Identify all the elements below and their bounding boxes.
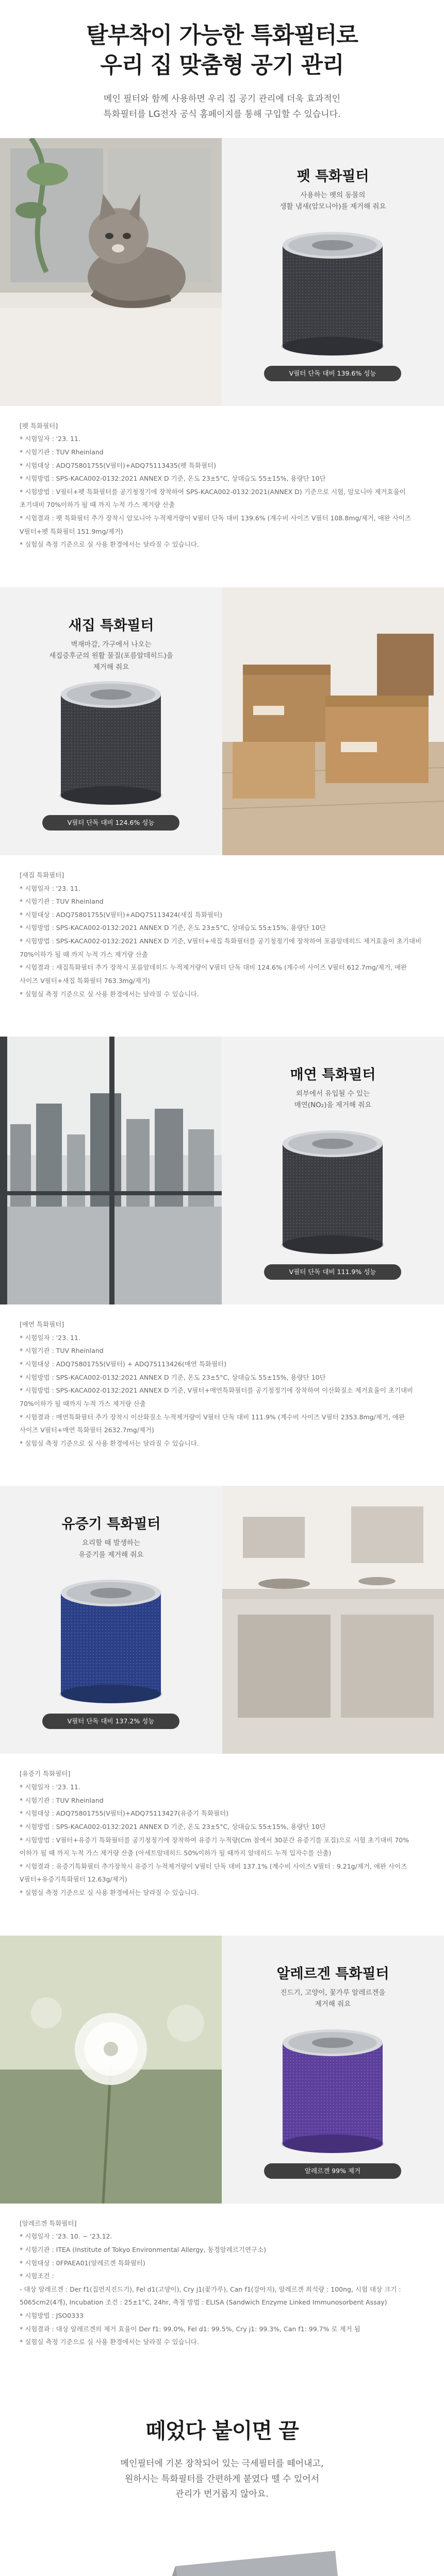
dandelion-photo bbox=[0, 1936, 222, 2204]
note-line: [매연 특화필터] bbox=[20, 1320, 64, 1329]
note-line: * 시험대상 : ADQ75801755(V필터)+ADQ75113427(유증기 특화필터) bbox=[20, 1809, 229, 1818]
note-line: * 시험대상 : ADQ75801755(V필터) + ADQ75113426(매연 특화필터) bbox=[20, 1360, 227, 1368]
smoke-filter-info bbox=[222, 1037, 444, 1304]
pet-filter-performance-badge: V필터 단독 대비 139.6% 성능 bbox=[264, 366, 401, 381]
new-house-filter-section bbox=[0, 587, 444, 855]
note-line: * 실험실 측정 기준으로 실 사용 환경에서는 달라질 수 있습니다. bbox=[20, 1439, 199, 1447]
note-line: * 시험방법 : SPS-KACA002-0132:2021 ANNEX D 기준, V필터+새집 특화필터를 공기청정기에 장착하여 포름알데히드 제거효율이 초기대비 70%이하가 될 때 까지 누적 가스 제거량 산출 bbox=[20, 937, 422, 958]
allergen-filter-notes bbox=[0, 2204, 444, 2385]
new-house-filter-info bbox=[0, 587, 222, 855]
note-line: * 시험방법 : SPS-KACA002-0132:2021 ANNEX D 기준, 온도 23±5°C, 상대습도 55±15%, 용량단 10단 bbox=[20, 1373, 326, 1381]
note-line: * 시험대상 : ADQ75801755(V필터)+ADQ75113424(새집 특화필터) bbox=[20, 910, 223, 919]
attach-detach-section bbox=[0, 2385, 444, 2576]
note-line: * 시험방법 : SPS-KACA002-0132:2021 ANNEX D 기준, 온도 23±5°C, 상대습도 55±15%, 용량단 10단 bbox=[20, 1822, 326, 1831]
oil-vapor-filter-info bbox=[0, 1486, 222, 1754]
hero-title-line1: 탈부착이 가능한 특화필터로 bbox=[86, 22, 358, 48]
bottom-desc-line1: 메인필터에 기본 장착되어 있는 극세필터를 떼어내고, bbox=[120, 2458, 324, 2469]
new-house-filter-notes bbox=[0, 855, 444, 1037]
note-line: [새집 특화필터] bbox=[20, 871, 64, 879]
allergen-filter-info bbox=[222, 1936, 444, 2204]
oil-vapor-desc-line2: 유증기를 제거해 줘요 bbox=[78, 1550, 144, 1559]
note-line: * 시험조건 : bbox=[20, 2272, 54, 2280]
note-line: * 시험일자 : '23. 11. bbox=[20, 1783, 80, 1791]
note-line: * 시험방법 : SPS-KACA002-0132:2021 ANNEX D 기준, 온도 23±5°C, 상대습도 55±15%, 용량단 10단 bbox=[20, 924, 326, 932]
smoke-filter-notes bbox=[0, 1304, 444, 1486]
note-line: * 시험기관 : TUV Rheinland bbox=[20, 1796, 104, 1804]
attach-detach-title: 떼었다 붙이면 끝 bbox=[145, 2418, 299, 2443]
note-line: * 시험기관 : TUV Rheinland bbox=[20, 897, 104, 906]
note-line: * 시험대상 : ADQ75801755(V필터)+ADQ75113435(펫 특화필터) bbox=[20, 461, 216, 469]
note-line: * 시험결과 : 새집특화필터 추가 장착시 포름알데히드 누적제거량이 V필터 단독 대비 124.6% (계수비 사이즈 V필터 612.7mg/제거, 애완 사이즈 V필터+새집 특화필터 763.3mg/제거) bbox=[20, 963, 407, 985]
note-line: * 시험일자 : '23. 11. bbox=[20, 884, 80, 892]
note-line: * 시험일자 : '23. 11. bbox=[20, 435, 80, 443]
smoke-filter-performance-badge: V필터 단독 대비 111.9% 성능 bbox=[264, 1264, 401, 1280]
note-line: * 시험결과 : 대상 알레르겐의 제거 효율이 Der f1: 99.0%, Fel d1: 99.5%, Cry j1: 99.3%, Can f1: 99.7% 로 제거 됨 bbox=[20, 2325, 360, 2333]
note-line: * 시험방법 : SPS-KACA002-0132:2021 ANNEX D 기준, 온도 23±5°C, 상대습도 55±15%, 용량단 10단 bbox=[20, 474, 326, 483]
new-house-desc-line1: 벽재마감, 가구에서 나오는 bbox=[71, 640, 152, 649]
pet-desc-line1: 사용하는 펫의 동물의 bbox=[300, 191, 366, 199]
note-line: * 시험대상 : 0FPAEA01(알레르겐 특화필터) bbox=[20, 2259, 145, 2267]
allergen-desc-line2: 제거해 줘요 bbox=[315, 1999, 351, 2008]
smoke-filter-description bbox=[242, 1088, 423, 1111]
hero-title bbox=[31, 21, 413, 80]
note-line: * 실험실 측정 기준으로 실 사용 환경에서는 달라질 수 있습니다. bbox=[20, 540, 199, 549]
new-house-filter-canister-image bbox=[52, 674, 170, 808]
pet-filter-title: 펫 특화필터 bbox=[297, 168, 369, 184]
note-line: * 실험실 측정 기준으로 실 사용 환경에서는 달라질 수 있습니다. bbox=[20, 2338, 199, 2346]
oil-vapor-filter-notes bbox=[0, 1754, 444, 1935]
smoke-filter-canister-image bbox=[273, 1123, 392, 1257]
hero-title-line2: 우리 집 맞춤형 공기 관리 bbox=[100, 52, 344, 79]
new-house-filter-performance-badge: V필터 단독 대비 124.6% 성능 bbox=[42, 815, 179, 831]
note-line: * 시험기관 : ITEA (Institute of Tokyo Environmental Allergy, 동경알레르기연구소) bbox=[20, 2245, 267, 2253]
oil-vapor-filter-title: 유증기 특화필터 bbox=[61, 1516, 161, 1533]
new-house-desc-line3: 제거해 줘요 bbox=[93, 663, 129, 672]
allergen-filter-performance-badge: 알레르겐 99% 제거 bbox=[264, 2163, 401, 2179]
city-window-photo bbox=[0, 1037, 222, 1304]
note-line: * 시험결과 : 매연특화필터 추가 장착시 이산화질소 누적제거량이 V필터 단독 대비 111.9% (계수비 사이즈 V필터 2353.8mg/제거, 애완 사이즈 V필터+매연 특화필터 2632.7mg/제거) bbox=[20, 1413, 405, 1434]
note-line: * 시험방법 : V필터+유증기 특화필터를 공기청정기에 장착하여 유증기 누적량(Cm 참에서 30분간 유증기를 포집)으로 시험 초기대비 70%이하가 될 때 까지 누적 가스 제거량 산출 (아세트알데히드 50%이하가 될 때까지 알데히드 누적 입자수를 산출) bbox=[20, 1836, 409, 1857]
pet-desc-line2: 생활 냄새(암모니아)를 제거해 줘요 bbox=[279, 202, 386, 211]
note-line: * 시험결과 : 펫 특화필터 추가 장착시 암모니아 누적제거량이 V필터 단독 대비 139.6% (계수비 사이즈 V필터 108.8mg/제거, 애완 사이즈 V필터+펫 특화필터 151.9mg/제거) bbox=[20, 514, 412, 535]
moving-boxes-photo bbox=[222, 587, 444, 855]
pet-filter-info bbox=[222, 138, 444, 406]
allergen-filter-section bbox=[0, 1936, 444, 2204]
kitchen-photo bbox=[222, 1486, 444, 1754]
note-line: * 실험실 측정 기준으로 실 사용 환경에서는 달라질 수 있습니다. bbox=[20, 990, 199, 998]
hero-desc-line2: 특화필터를 LG전자 공식 홈페이지를 통해 구입할 수 있습니다. bbox=[103, 109, 341, 120]
note-line: * 시험일자 : '23. 11. bbox=[20, 1333, 80, 1342]
filter-assembly-image bbox=[21, 2520, 444, 2576]
pet-filter-section bbox=[0, 138, 444, 406]
new-house-desc-line2: 새집증후군의 원활 물질(포름알데히드)을 bbox=[49, 652, 173, 660]
pet-filter-description bbox=[242, 190, 423, 213]
note-line: - 대상 알레르겐 : Der f1(집먼지진드기), Fel d1(고양이), Cry j1(꽃가루), Can f1(강아지), 알레르겐 희석량 : 100ng, 시험 대상 크기 : 5065cm2(4개), Incubation 조건 : 25±1°C, 24hr, 측정 방법 : ELISA (Sandwich Enzyme Linked Immunosorbent Assay) bbox=[20, 2285, 401, 2307]
hero-desc-line1: 메인 필터와 함께 사용하면 우리 집 공기 관리에 더욱 효과적인 bbox=[103, 94, 341, 105]
note-line: [펫 특화필터] bbox=[20, 421, 58, 430]
note-line: * 시험방법 : JSO0333 bbox=[20, 2312, 84, 2320]
oil-vapor-filter-canister-image bbox=[52, 1572, 170, 1706]
allergen-desc-line1: 진드기, 고양이, 꽃가루 알레르겐을 bbox=[280, 1988, 386, 1997]
pet-filter-notes bbox=[0, 406, 444, 587]
note-line: * 실험실 측정 기준으로 실 사용 환경에서는 달라질 수 있습니다. bbox=[20, 1889, 199, 1897]
allergen-filter-description bbox=[242, 1987, 423, 2010]
hero-section bbox=[0, 0, 444, 138]
pet-filter-canister-image bbox=[273, 225, 392, 359]
oil-vapor-filter-performance-badge: V필터 단독 대비 137.2% 성능 bbox=[42, 1714, 179, 1729]
note-line: * 시험방법 : V필터+펫 특화필터를 공기청정기에 장착하여 SPS-KACA002-0132:2021(ANNEX D) 기준으로 시험, 암모니아 제거효율이 초기대비 70%이하가 될 때 까지 누적 가스 제거량 산출 bbox=[20, 487, 406, 509]
hero-description bbox=[31, 92, 413, 123]
note-line: [알레르겐 특화필터] bbox=[20, 2219, 77, 2227]
new-house-filter-description bbox=[21, 639, 202, 673]
oil-vapor-desc-line1: 요리할 때 발생하는 bbox=[82, 1539, 140, 1548]
pet-cat-photo bbox=[0, 138, 222, 406]
allergen-filter-title: 알레르겐 특화필터 bbox=[276, 1965, 389, 1982]
smoke-filter-section bbox=[0, 1037, 444, 1304]
attach-detach-description bbox=[21, 2456, 423, 2502]
bottom-desc-line3: 관리가 번거롭지 않아요. bbox=[175, 2489, 269, 2500]
note-line: * 시험일자 : '23. 10. ~ '23.12. bbox=[20, 2232, 112, 2241]
note-line: * 시험방법 : SPS-KACA002-0132:2021 ANNEX D 기준, V필터+매연특화필터를 공기청정기에 장착하여 이산화질소 제거효율이 초기대비 70%이하가 될 때까지 누적 가스 제거량 산출 bbox=[20, 1386, 414, 1408]
allergen-filter-canister-image bbox=[273, 2022, 392, 2156]
note-line: * 시험결과 : 유증기특화필터 추가장착시 유증기 누적제거량이 V필터 단독 대비 137.1% (계수비 사이즈 V필터 : 9.21g/제거, 애완 사이즈 V필터+유증기특화필터 12.63g/제거) bbox=[20, 1862, 407, 1884]
smoke-desc-line2: 매연(NO₂)을 제거해 줘요 bbox=[294, 1101, 372, 1110]
smoke-filter-title: 매연 특화필터 bbox=[290, 1067, 376, 1083]
new-house-filter-title: 새집 특화필터 bbox=[68, 617, 154, 634]
oil-vapor-filter-section bbox=[0, 1486, 444, 1754]
note-line: * 시험기관 : TUV Rheinland bbox=[20, 448, 104, 456]
bottom-desc-line2: 원하시는 특화필터를 간편하게 붙였다 뗄 수 있어서 bbox=[124, 2473, 320, 2484]
oil-vapor-filter-description bbox=[21, 1537, 202, 1561]
note-line: * 시험기관 : TUV Rheinland bbox=[20, 1347, 104, 1355]
note-line: [유증기 특화필터] bbox=[20, 1770, 71, 1778]
smoke-desc-line1: 외부에서 유입될 수 있는 bbox=[295, 1090, 370, 1098]
